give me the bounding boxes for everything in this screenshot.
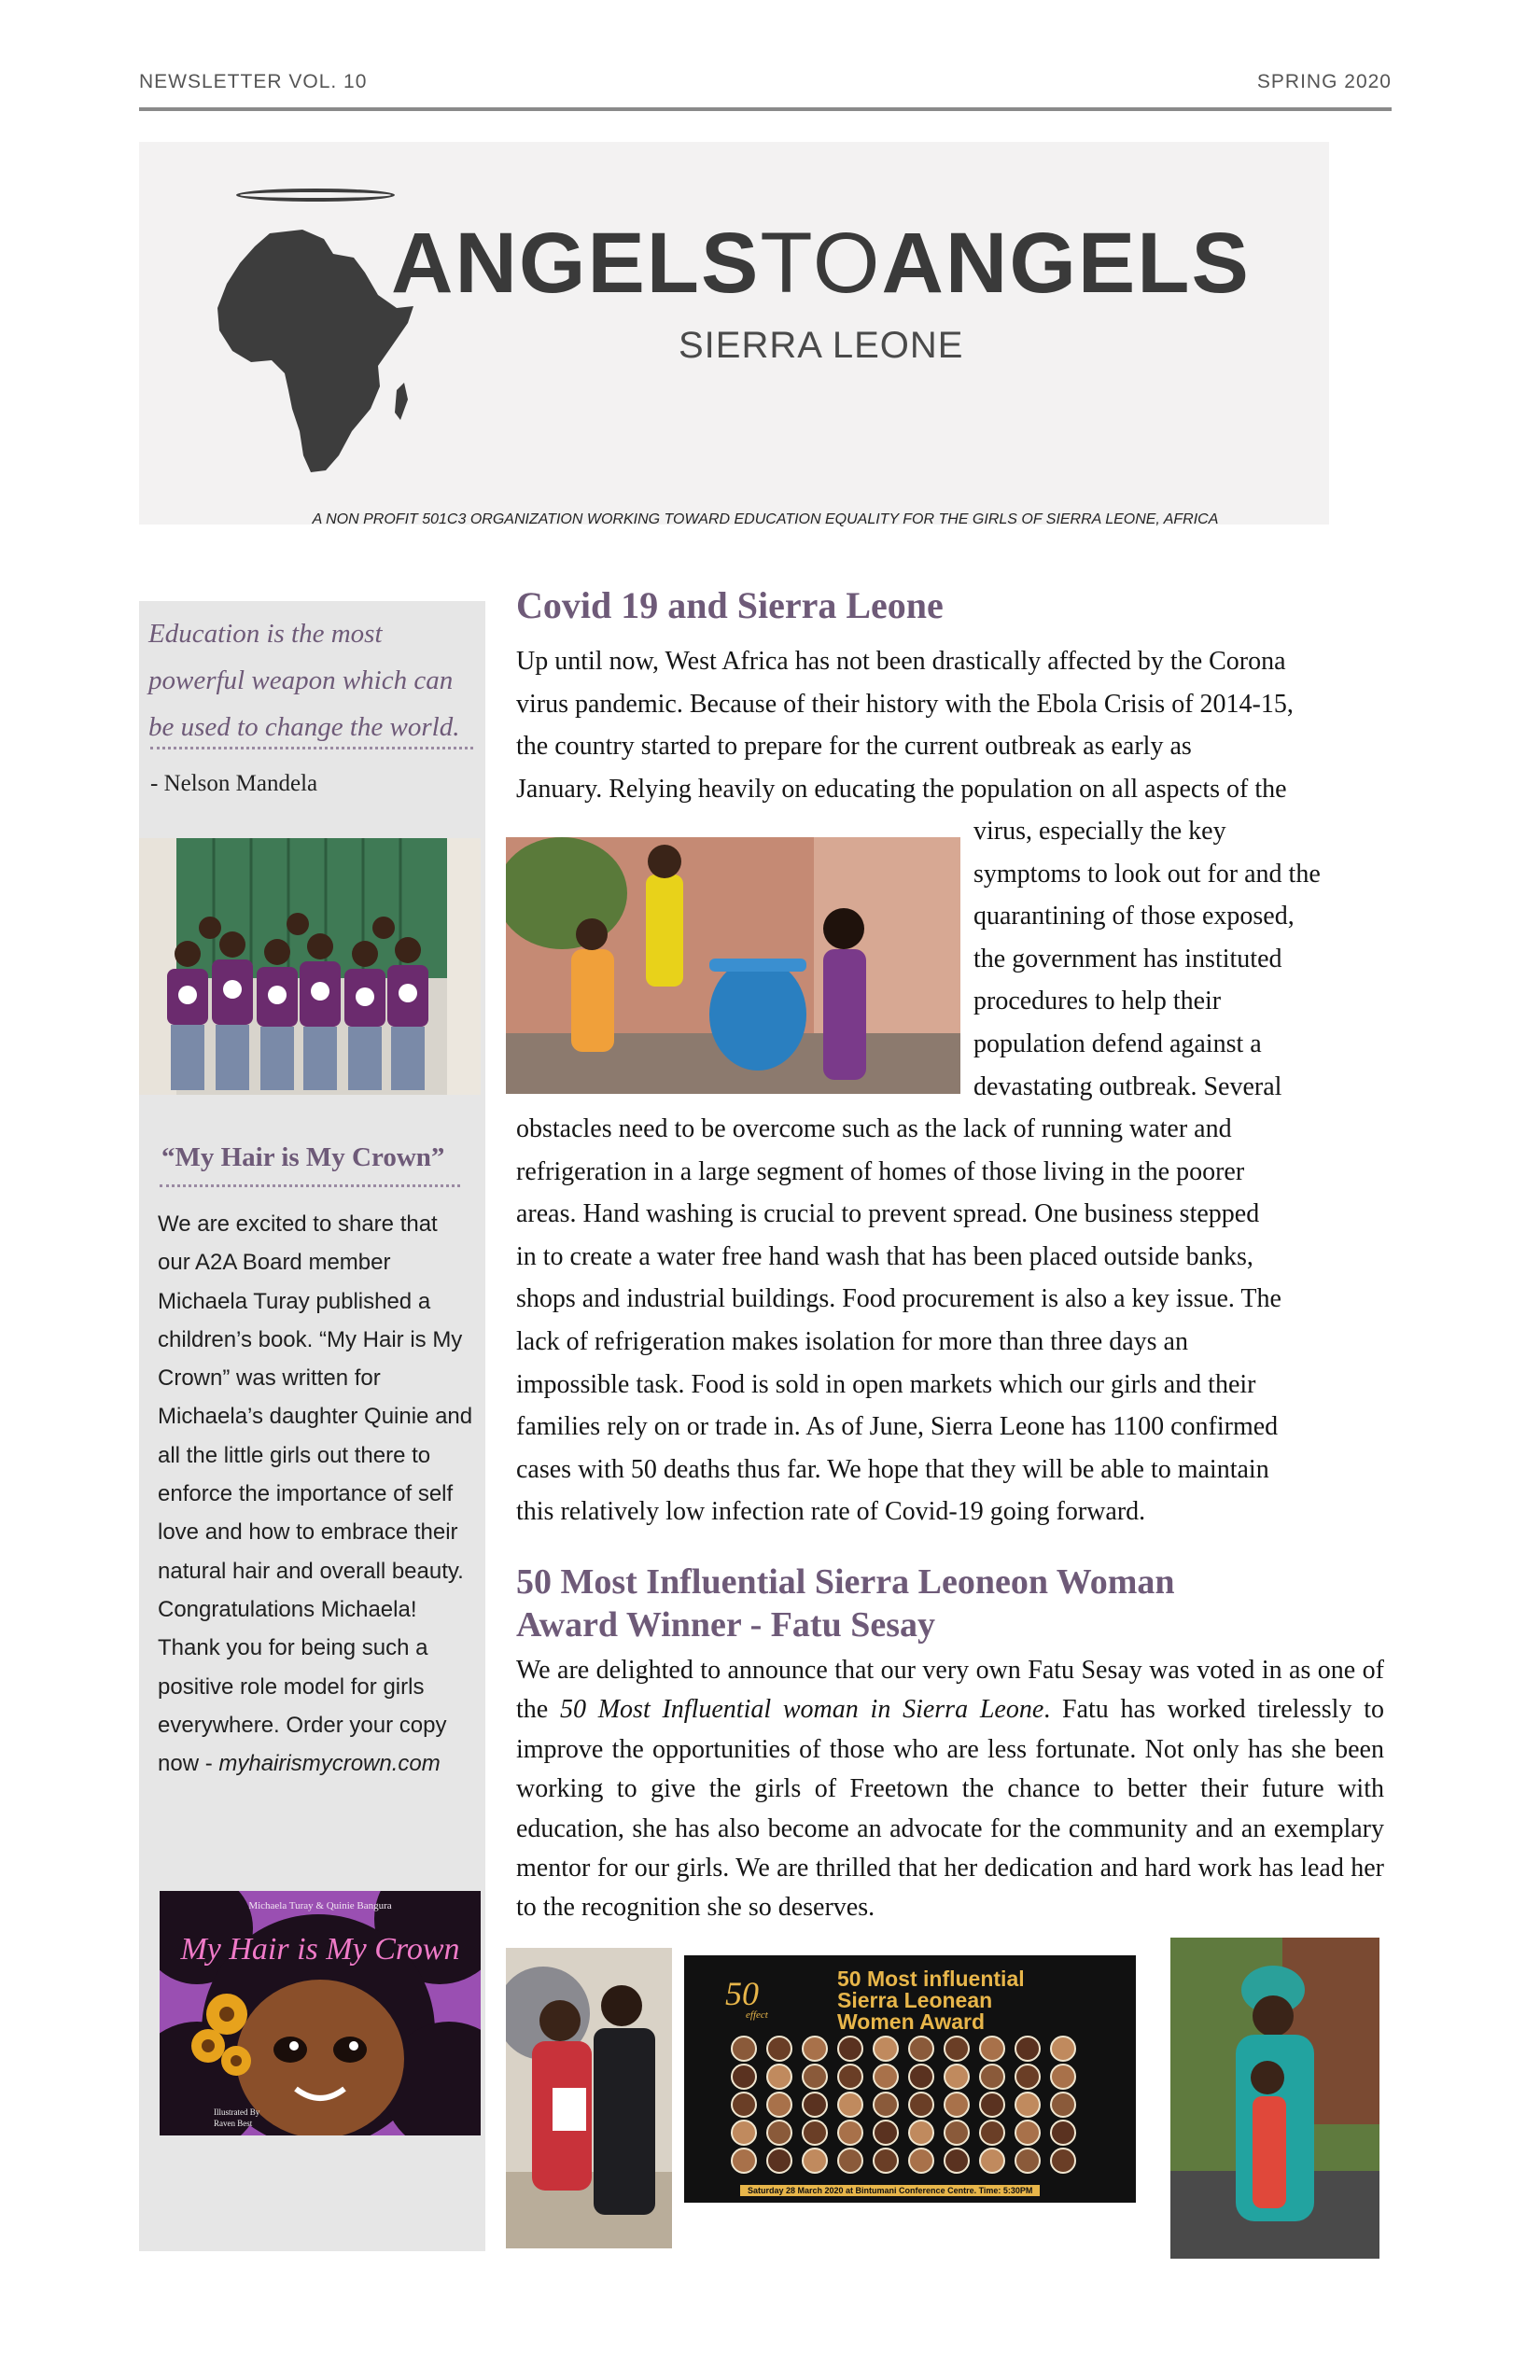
honoree-portrait	[1051, 2149, 1075, 2173]
body-line: lack of refrigeration makes isolation for more than three days an	[516, 1326, 1188, 1356]
crown-divider	[160, 1184, 460, 1187]
tagline: A NON PROFIT 501C3 ORGANIZATION WORKING TOWARD EDUCATION EQUALITY FOR THE GIRLS OF SIERRA LEONE, AFRICA	[312, 511, 1219, 527]
award-footer: Saturday 28 March 2020 at Bintumani Conference Centre. Time: 5:30PM	[740, 2185, 1040, 2196]
logo-banner	[139, 142, 1329, 525]
body-line: devastating outbreak. Several	[973, 1071, 1282, 1101]
honoree-portrait	[874, 2121, 898, 2145]
honoree-portrait	[732, 2037, 756, 2061]
article1-body-top	[516, 640, 1393, 810]
honoree-portrait	[874, 2065, 898, 2089]
honoree-portrait	[874, 2149, 898, 2173]
body-line: shops and industrial buildings. Food procurement is also a key issue. The	[516, 1284, 1281, 1314]
body-line: procedures to help their	[973, 987, 1222, 1016]
honoree-portrait	[1015, 2149, 1040, 2173]
article2-body-text: . Fatu has worked tirelessly to improve the opportunities of those who are less fortunate. Not only has she been working to give the girls of Freetown the chance to better their future with education, she has also become an advocate for the community and an exemplary mentor for our girls. We are thrilled that her dedication and hard work has lead her to the recognition she so deserves.	[516, 1695, 1384, 1923]
honoree-portrait	[909, 2093, 933, 2117]
body-line: the government has instituted	[973, 944, 1282, 973]
body-line: Up until now, West Africa has not been drastically affected by the Corona	[516, 647, 1286, 676]
honoree-portrait	[945, 2037, 969, 2061]
honoree-portrait	[838, 2037, 862, 2061]
logo-word-to: TO	[760, 216, 882, 311]
honoree-portrait	[767, 2037, 791, 2061]
quote-divider	[150, 747, 473, 749]
body-line: refrigeration in a large segment of homes of those living in the poorer	[516, 1156, 1245, 1186]
body-line: virus, especially the key	[973, 817, 1226, 846]
book-cover	[160, 1891, 481, 2135]
article2-body-text: We are delighted to announce that our very own Fatu Sesay was voted in as one of the	[516, 1656, 1384, 1725]
honoree-portrait	[980, 2037, 1004, 2061]
sidebar	[139, 601, 485, 2251]
honoree-portrait	[874, 2093, 898, 2117]
quote-line: be used to change the world.	[148, 712, 460, 742]
article1-body-wrap	[973, 810, 1384, 1108]
logo-word-angels-2: ANGELS	[881, 216, 1251, 311]
girls-group-photo	[139, 838, 481, 1095]
award-title-line: Women Award	[837, 2009, 986, 2034]
award-title	[837, 1968, 1025, 2033]
award-title-line: 50 Most influential	[837, 1967, 1025, 1991]
header-rule	[139, 107, 1392, 111]
honoree-portrait	[909, 2065, 933, 2089]
body-line: January. Relying heavily on educating the population on all aspects of the	[516, 774, 1287, 804]
body-line: cases with 50 deaths thus far. We hope that they will be able to maintain	[516, 1454, 1269, 1484]
award-badge: 50	[725, 1975, 759, 2012]
crown-body	[158, 1205, 475, 1783]
logo-word-angels: ANGELS	[391, 216, 761, 311]
honoree-portrait	[909, 2121, 933, 2145]
honoree-portrait	[732, 2065, 756, 2089]
honoree-portrait	[945, 2121, 969, 2145]
body-line: obstacles need to be overcome such as the lack of running water and	[516, 1114, 1232, 1143]
book-authors: Michaela Turay & Quinie Bangura	[248, 1900, 392, 1911]
honoree-portrait	[874, 2037, 898, 2061]
body-line: virus pandemic. Because of their history with the Ebola Crisis of 2014-15,	[516, 689, 1294, 719]
article2-body	[516, 1651, 1384, 1928]
honoree-portrait	[1051, 2121, 1075, 2145]
logo-wordmark	[391, 215, 1251, 313]
book-illustrated-by: Illustrated By	[214, 2107, 260, 2117]
honoree-portrait	[980, 2121, 1004, 2145]
body-line: the country started to prepare for the current outbreak as early as	[516, 732, 1192, 762]
newsletter-volume: NEWSLETTER VOL. 10	[139, 71, 368, 92]
honoree-portrait	[980, 2065, 1004, 2089]
body-line: population defend against a	[973, 1029, 1262, 1058]
honoree-portrait	[1051, 2037, 1075, 2061]
honoree-portrait	[945, 2149, 969, 2173]
body-line: families rely on or trade in. As of June, Sierra Leone has 1100 confirmed	[516, 1412, 1279, 1442]
africa-map-icon	[214, 226, 419, 478]
honoree-portrait	[803, 2065, 827, 2089]
halo-icon	[236, 189, 395, 202]
crown-body-text: We are excited to share that our A2A Board member Michaela Turay published a children’s book. “My Hair is My Crown” was written for Michaela’s daughter Quinie and all the little girls out there to enforce the importance of self love and how to embrace their natural hair and overall beauty. Congratulations Michaela! Thank you for being such a positive role model for girls everywhere. Order your copy now -	[158, 1211, 473, 1777]
mother-daughter-photo	[1170, 1938, 1379, 2259]
honoree-portrait	[838, 2065, 862, 2089]
quote-line: Education is the most	[148, 619, 383, 649]
honoree-portrait	[980, 2149, 1004, 2173]
body-line: areas. Hand washing is crucial to prevent spread. One business stepped	[516, 1199, 1260, 1229]
honoree-portrait	[803, 2121, 827, 2145]
quote	[148, 610, 470, 750]
book-illustrator: Raven Best	[214, 2119, 253, 2128]
logo-subtitle: SIERRA LEONE	[679, 325, 964, 366]
honoree-portrait	[732, 2093, 756, 2117]
honoree-portrait	[838, 2149, 862, 2173]
honoree-portrait	[1015, 2037, 1040, 2061]
honoree-portrait	[803, 2149, 827, 2173]
body-line: impossible task. Food is sold in open markets which our girls and their	[516, 1369, 1256, 1399]
newsletter-season: SPRING 2020	[1256, 71, 1392, 92]
article2-title-line: 50 Most Influential Sierra Leoneon Woman	[516, 1562, 1175, 1602]
crown-link[interactable]: myhairismycrown.com	[218, 1751, 441, 1777]
handwashing-photo	[506, 837, 960, 1094]
quote-line: powerful weapon which can	[148, 665, 454, 695]
honoree-portrait	[1015, 2065, 1040, 2089]
article2-title-line: Award Winner - Fatu Sesay	[516, 1605, 936, 1645]
honoree-portrait	[838, 2093, 862, 2117]
honoree-portrait	[767, 2149, 791, 2173]
honoree-portrait	[909, 2037, 933, 2061]
honoree-portrait	[1051, 2065, 1075, 2089]
honoree-portrait	[803, 2037, 827, 2061]
article2-title	[516, 1561, 1175, 1646]
award-poster	[684, 1955, 1136, 2203]
honoree-portrait	[767, 2065, 791, 2089]
honoree-portrait	[767, 2121, 791, 2145]
crown-section-title: “My Hair is My Crown”	[161, 1142, 445, 1172]
article2-body-italic: 50 Most Influential woman in Sierra Leone	[559, 1695, 1044, 1725]
honoree-portrait	[1051, 2093, 1075, 2117]
honoree-portrait	[803, 2093, 827, 2117]
body-line: symptoms to look out for and the	[973, 859, 1321, 889]
honoree-portrait	[732, 2149, 756, 2173]
honoree-portrait	[767, 2093, 791, 2117]
award-handover-photo	[506, 1948, 672, 2248]
quote-author: - Nelson Mandela	[150, 771, 318, 796]
honoree-portrait	[909, 2149, 933, 2173]
article1-body-bottom	[516, 1108, 1393, 1533]
body-line: quarantining of those exposed,	[973, 902, 1295, 931]
body-line: in to create a water free hand wash that has been placed outside banks,	[516, 1241, 1253, 1271]
award-badge-sub: effect	[746, 2009, 768, 2021]
honoree-portrait	[980, 2093, 1004, 2117]
body-line: this relatively low infection rate of Covid-19 going forward.	[516, 1497, 1146, 1527]
honoree-portrait	[838, 2121, 862, 2145]
award-title-line: Sierra Leonean	[837, 1988, 993, 2012]
honoree-portrait	[945, 2093, 969, 2117]
honoree-portrait	[1015, 2093, 1040, 2117]
honoree-portrait	[1015, 2121, 1040, 2145]
article1-title: Covid 19 and Sierra Leone	[516, 584, 944, 626]
honoree-portrait	[732, 2121, 756, 2145]
book-title: My Hair is My Crown	[180, 1932, 460, 1967]
honoree-portrait	[945, 2065, 969, 2089]
